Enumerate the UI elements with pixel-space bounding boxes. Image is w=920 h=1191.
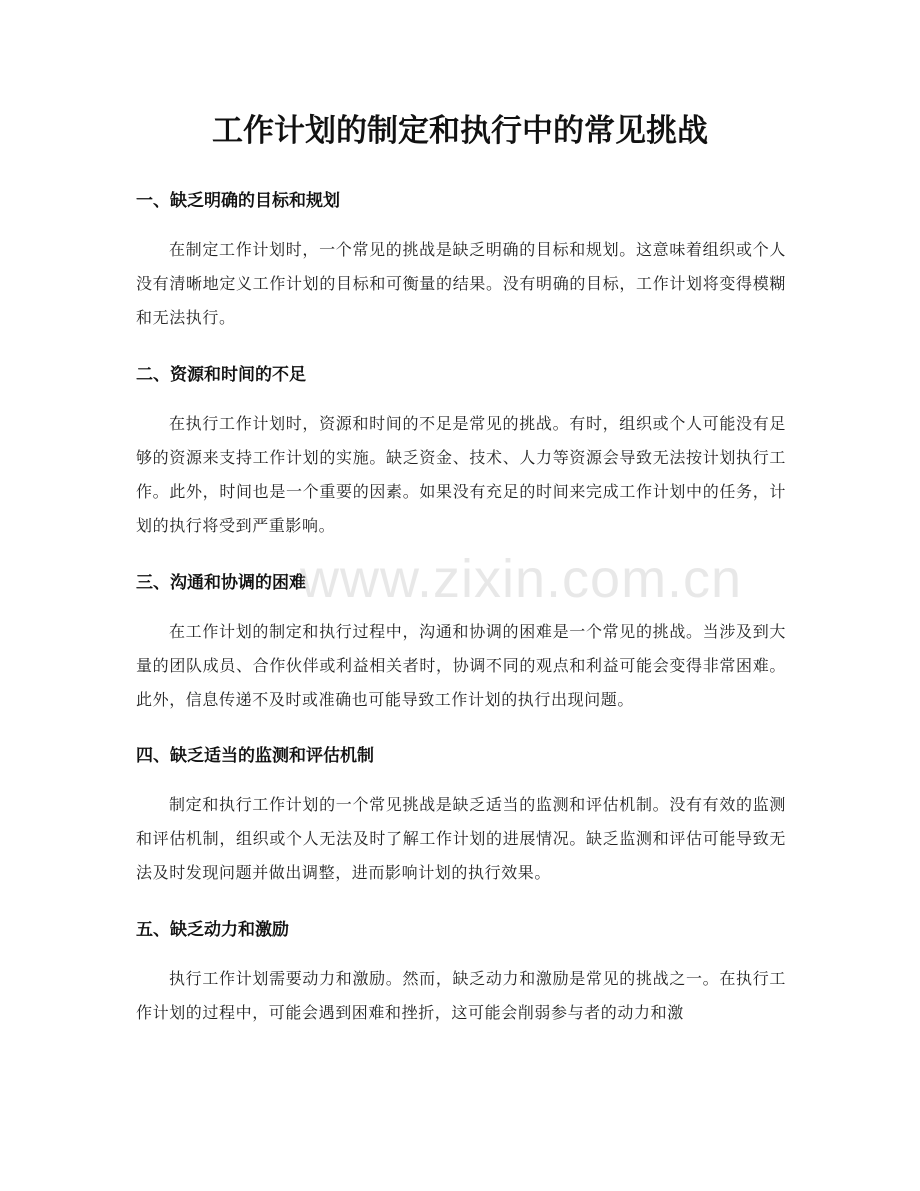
- section-heading: 四、缺乏适当的监测和评估机制: [136, 746, 374, 766]
- section-2: [136, 362, 786, 543]
- section-paragraph: 执行工作计划需要动力和激励。然而，缺乏动力和激励是常见的挑战之一。在执行工作计划的过程中，可能会遇到困难和挫折，这可能会削弱参与者的动力和激: [136, 969, 786, 1022]
- section-5: [136, 917, 786, 1030]
- section-4: [136, 743, 786, 890]
- page-title: 工作计划的制定和执行中的常见挑战: [212, 113, 708, 149]
- section-paragraph: 在执行工作计划时，资源和时间的不足是常见的挑战。有时，组织或个人可能没有足够的资源来支持工作计划的实施。缺乏资金、技术、人力等资源会导致无法按计划执行工作。此外，时间也是一个重要的因素。如果没有充足的时间来完成工作计划中的任务，计划的执行将受到严重影响。: [136, 414, 786, 535]
- watermark: www.zixin.com.cn: [300, 549, 743, 609]
- section-paragraph: 在工作计划的制定和执行过程中，沟通和协调的困难是一个常见的挑战。当涉及到大量的团队成员、合作伙伴或利益相关者时，协调不同的观点和利益可能会变得非常困难。此外，信息传递不及时或准确也可能导致工作计划的执行出现问题。: [136, 622, 786, 709]
- section-heading: 一、缺乏明确的目标和规划: [136, 191, 340, 211]
- section-heading: 五、缺乏动力和激励: [136, 920, 289, 940]
- section-paragraph: 制定和执行工作计划的一个常见挑战是缺乏适当的监测和评估机制。没有有效的监测和评估机制，组织或个人无法及时了解工作计划的进展情况。缺乏监测和评估可能导致无法及时发现问题并做出调整，进而影响计划的执行效果。: [136, 795, 786, 882]
- section-heading: 二、资源和时间的不足: [136, 365, 306, 385]
- section-3: [136, 570, 786, 717]
- section-1: [136, 188, 786, 335]
- section-heading: 三、沟通和协调的困难: [136, 573, 306, 593]
- section-paragraph: 在制定工作计划时，一个常见的挑战是缺乏明确的目标和规划。这意味着组织或个人没有清晰地定义工作计划的目标和可衡量的结果。没有明确的目标，工作计划将变得模糊和无法执行。: [136, 240, 786, 327]
